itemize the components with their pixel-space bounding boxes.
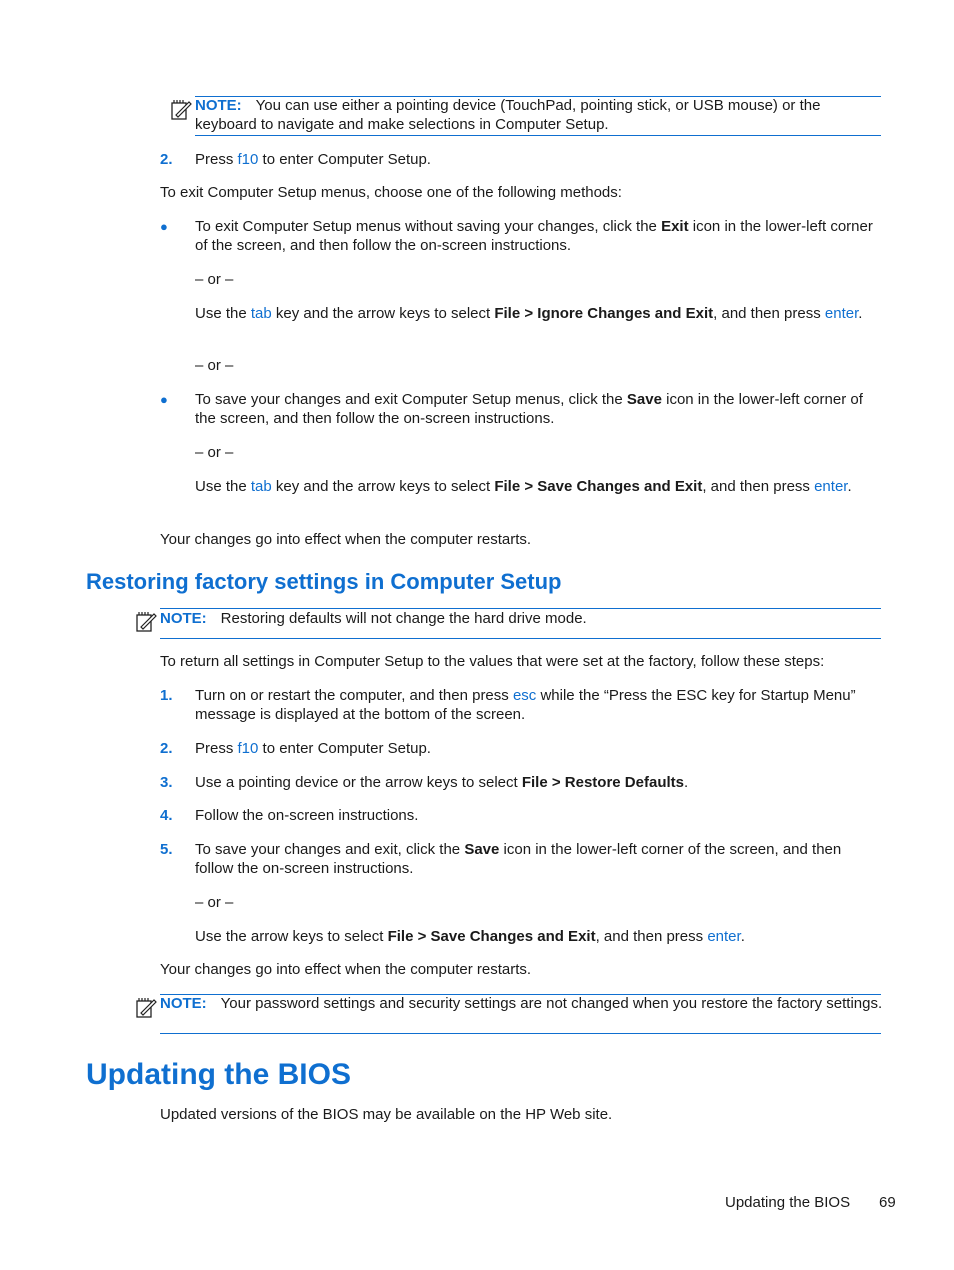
alt-ignore-changes-text: Use the tab key and the arrow keys to select File > Ignore Changes and Exit, and then press enter. xyxy=(195,305,863,322)
note-pencil-icon xyxy=(135,610,157,634)
bullet-dot: ● xyxy=(160,392,168,407)
bullet-dot: ● xyxy=(160,219,168,234)
step-number: 1. xyxy=(160,687,173,704)
key-esc: esc xyxy=(512,687,537,704)
step-text: To save your changes and exit, click the Save icon in the lower-left corner of the screen, and then follow the on-screen instructions. xyxy=(195,841,842,877)
note-text: You can use either a pointing device (TouchPad, pointing stick, or USB mouse) or the keyboard to navigate and make selections in Computer Setup. xyxy=(195,97,821,133)
alt-save-changes-text: Use the tab key and the arrow keys to select File > Save Changes and Exit, and then press enter. xyxy=(195,478,852,495)
step-text: Press f10 to enter Computer Setup. xyxy=(195,151,431,168)
step-number: 4. xyxy=(160,807,173,824)
step-text: Press f10 to enter Computer Setup. xyxy=(195,740,431,757)
step-number: 3. xyxy=(160,774,173,791)
exit-intro-paragraph: To exit Computer Setup menus, choose one of the following methods: xyxy=(160,184,622,201)
key-enter: enter xyxy=(814,478,848,495)
key-tab: tab xyxy=(250,305,272,322)
key-enter: enter xyxy=(824,305,859,322)
footer-title: Updating the BIOS xyxy=(725,1194,851,1211)
section-heading: Restoring factory settings in Computer Setup xyxy=(86,569,562,594)
step-text: Turn on or restart the computer, and then press esc while the “Press the ESC key for Startup Menu” message is displayed at the bottom of the screen. xyxy=(195,687,856,723)
step-number: 2. xyxy=(160,151,173,168)
note-label: NOTE: xyxy=(160,995,207,1012)
or-separator: – or – xyxy=(195,357,234,374)
note-3 xyxy=(160,994,886,1013)
note-pencil-icon xyxy=(135,996,157,1020)
key-tab: tab xyxy=(250,478,272,495)
bios-paragraph: Updated versions of the BIOS may be available on the HP Web site. xyxy=(160,1106,613,1123)
or-separator: – or – xyxy=(195,444,234,461)
or-separator: – or – xyxy=(195,271,234,288)
note-2 xyxy=(160,609,881,628)
or-separator: – or – xyxy=(195,894,234,911)
note-bottom-rule xyxy=(160,1033,881,1034)
page-number: 69 xyxy=(879,1194,896,1211)
note-label: NOTE: xyxy=(160,610,207,627)
restore-intro-paragraph: To return all settings in Computer Setup to the values that were set at the factory, follow these steps: xyxy=(160,653,825,670)
step-text: Use a pointing device or the arrow keys to select File > Restore Defaults. xyxy=(195,774,689,791)
key-enter: enter xyxy=(707,928,741,945)
step-number: 2. xyxy=(160,740,173,757)
effect-paragraph: Your changes go into effect when the computer restarts. xyxy=(160,531,532,548)
bullet-save-text: To save your changes and exit Computer Setup menus, click the Save icon in the lower-left corner of the screen, and then follow the on-screen instructions. xyxy=(195,391,863,427)
chapter-heading: Updating the BIOS xyxy=(86,1058,351,1091)
alt-save-changes-text: Use the arrow keys to select File > Save Changes and Exit, and then press enter. xyxy=(195,928,745,945)
note-bottom-rule xyxy=(195,135,881,136)
note-text: Restoring defaults will not change the hard drive mode. xyxy=(220,610,587,627)
note-text: Your password settings and security settings are not changed when you restore the factory settings. xyxy=(220,995,883,1012)
key-f10: f10 xyxy=(237,740,259,757)
note-1 xyxy=(195,96,885,134)
step-number: 5. xyxy=(160,841,173,858)
note-label: NOTE: xyxy=(195,97,242,114)
effect-paragraph: Your changes go into effect when the computer restarts. xyxy=(160,961,532,978)
bullet-exit-text: To exit Computer Setup menus without saving your changes, click the Exit icon in the lower-left corner of the screen, and then follow the on-screen instructions. xyxy=(195,218,873,254)
note-bottom-rule xyxy=(160,638,881,639)
note-pencil-icon xyxy=(170,98,192,122)
step-text: Follow the on-screen instructions. xyxy=(195,807,419,824)
key-f10: f10 xyxy=(237,151,259,168)
